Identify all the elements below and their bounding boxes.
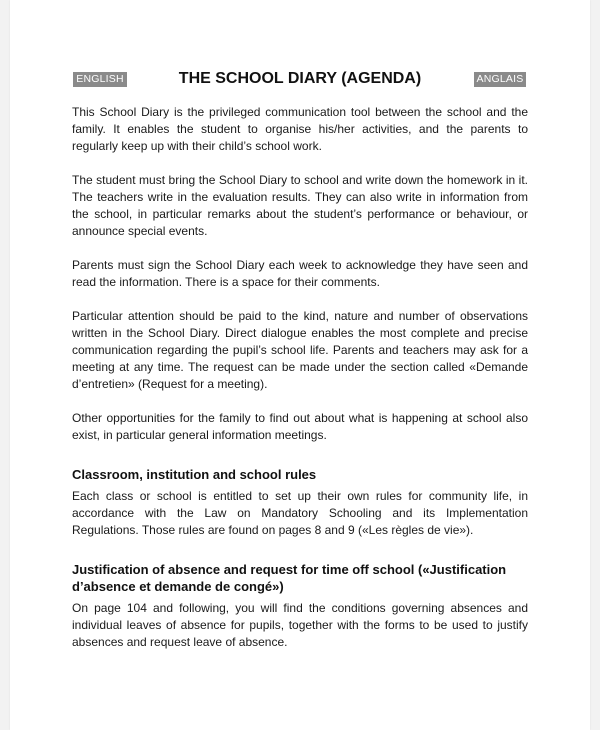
language-tag-anglais: ANGLAIS <box>474 72 526 87</box>
paragraph-signature: Parents must sign the School Diary each week to acknowledge they have seen and read the information. There is a space for their comments. <box>72 258 528 289</box>
document-title: THE SCHOOL DIARY (AGENDA) <box>178 70 422 87</box>
paragraph-homework: The student must bring the School Diary to school and write down the homework in it. The teachers write in the evaluation results. They can also write in information from the school, in particular remarks about the student’s performance or behaviour, or announce special events. <box>72 173 528 238</box>
paragraph-opportunities: Other opportunities for the family to find out about what is happening at school also exist, in particular general information meetings. <box>72 411 528 442</box>
section-heading-rules: Classroom, institution and school rules <box>72 467 317 482</box>
document-body <box>72 104 528 651</box>
document-header <box>10 69 590 89</box>
section-body-rules: Each class or school is entitled to set up their own rules for community life, in accordance with the Law on Mandatory Schooling and its Implementation Regulations. Those rules are found on pages 8 and 9 («Les règles de vie»). <box>72 489 528 537</box>
section-heading-absence: Justification of absence and request for time off school («Justification d’absence et demande de congé») <box>72 562 507 594</box>
paragraph-observations: Particular attention should be paid to the kind, nature and number of observations written in the School Diary. Direct dialogue enables the most complete and precise communication regarding the pupil’s school life. Parents and teachers may ask for a meeting at any time. The request can be made under the section called «Demande d’entretien» (Request for a meeting). <box>72 309 528 391</box>
paragraph-intro: This School Diary is the privileged communication tool between the school and the family. It enables the student to organise his/her activities, and the parents to regularly keep up with their child’s school work. <box>72 105 528 153</box>
section-body-absence: On page 104 and following, you will find the conditions governing absences and individual leaves of absence for pupils, together with the forms to be used to justify absences and request leave of absence. <box>72 601 528 649</box>
document-page <box>10 0 590 730</box>
language-tag-english: ENGLISH <box>73 72 127 87</box>
